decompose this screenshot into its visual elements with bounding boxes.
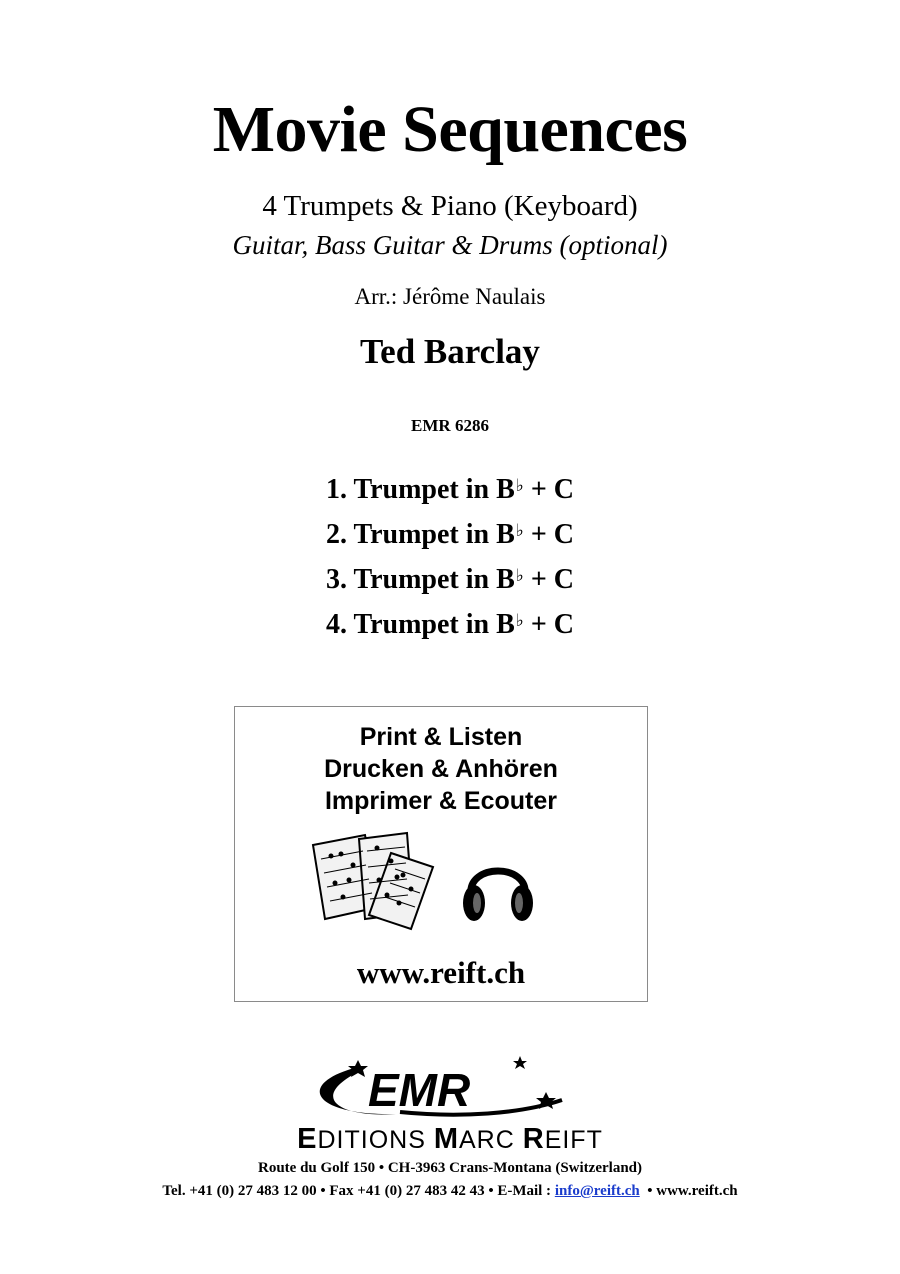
composer: Ted Barclay — [360, 332, 540, 371]
print-listen-en: Print & Listen — [359, 723, 523, 751]
publisher-word: DITIONS — [317, 1126, 434, 1154]
flat-sign: ♭ — [515, 521, 524, 540]
part-label: 3. Trumpet in B — [326, 564, 515, 595]
flat-sign: ♭ — [515, 566, 524, 585]
parts-list — [0, 470, 900, 650]
part-item — [0, 470, 900, 515]
headphones-icon — [461, 847, 535, 927]
part-label: 1. Trumpet in B — [326, 474, 515, 505]
publisher-word: EIFT — [544, 1126, 603, 1154]
part-suffix: + C — [523, 519, 574, 550]
catalog-number: EMR 6286 — [411, 416, 489, 435]
flat-sign: ♭ — [515, 611, 524, 630]
publisher-initial: E — [297, 1123, 318, 1155]
title: Movie Sequences — [212, 93, 688, 166]
publisher-contact — [0, 1183, 900, 1200]
instrumentation: 4 Trumpets & Piano (Keyboard) — [262, 190, 638, 222]
part-item — [0, 560, 900, 605]
email-link[interactable]: info@reift.ch — [554, 1183, 640, 1199]
publisher-name — [0, 1123, 900, 1156]
publisher-address: Route du Golf 150 • CH-3963 Crans-Montana (Switzerland) — [258, 1160, 642, 1176]
sheet-music-icon — [307, 827, 437, 932]
publisher-initial: M — [433, 1123, 459, 1155]
part-suffix: + C — [523, 474, 574, 505]
publisher-initial: R — [522, 1123, 545, 1155]
publisher-word: ARC — [459, 1126, 523, 1154]
instrumentation-optional: Guitar, Bass Guitar & Drums (optional) — [232, 230, 668, 260]
print-listen-box — [234, 706, 648, 1002]
print-listen-de: Drucken & Anhören — [324, 755, 558, 783]
part-item — [0, 605, 900, 650]
logo-text: EMR — [368, 1064, 471, 1116]
part-suffix: + C — [523, 609, 574, 640]
flat-sign: ♭ — [515, 476, 524, 495]
print-listen-fr: Imprimer & Ecouter — [324, 787, 557, 815]
website-url[interactable]: www.reift.ch — [356, 955, 526, 990]
part-label: 4. Trumpet in B — [326, 609, 515, 640]
contact-prefix: Tel. +41 (0) 27 483 12 00 • Fax +41 (0) 27 483 42 43 • E-Mail : — [162, 1183, 555, 1199]
contact-suffix: • www.reift.ch — [639, 1183, 738, 1199]
part-label: 2. Trumpet in B — [326, 519, 515, 550]
arranger: Arr.: Jérôme Naulais — [354, 284, 546, 309]
part-item — [0, 515, 900, 560]
emr-logo — [300, 1052, 580, 1120]
part-suffix: + C — [523, 564, 574, 595]
